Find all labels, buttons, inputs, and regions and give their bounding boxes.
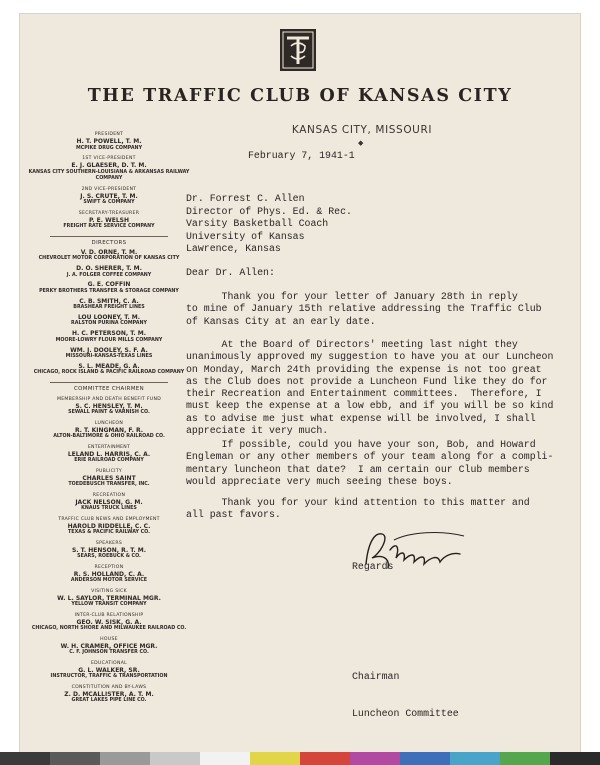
officer-company: MCPIKE DRUG COMPANY (75, 145, 143, 151)
handwritten-signature (360, 524, 470, 584)
letter-date: February 7, 1941-1 (248, 150, 355, 161)
address-line: Varsity Basketball Coach (186, 218, 329, 229)
closing-regards: Regards (352, 560, 394, 572)
committee-company: C. F. JOHNSON TRANSFER CO. (69, 650, 149, 656)
officers-list (28, 131, 190, 231)
closing-spacer (352, 634, 459, 646)
committee-company: SEWALL PAINT & VARNISH CO. (68, 410, 150, 416)
body-paragraph: Thank you for your letter of January 28th in reply to mine of January 15th relative addressing the Traffic of Kansas City at an early date. (186, 291, 518, 327)
closing-spacer (352, 597, 459, 609)
director-company: PERKY BROTHERS TRANSFER & STORAGE COMPANY (39, 288, 179, 294)
committee-company: ERIE RAILROAD COMPANY (74, 458, 144, 464)
committee-company: CHICAGO, NORTH SHORE AND MILWAUKEE RAILROAD CO. (31, 626, 187, 632)
closing-title: Chairman (352, 671, 400, 683)
swatch (550, 752, 600, 765)
committee-company: SEARS, ROEBUCK & CO. (77, 554, 141, 560)
director-company: CHICAGO, ROCK ISLAND & PACIFIC RAILROAD COMPANY (33, 370, 185, 376)
officer-company: SWIFT & COMPANY (83, 200, 135, 205)
swatch (350, 752, 400, 765)
committee-chairman: R. T. KINGMAN, F. R. (74, 426, 144, 434)
body-paragraph: At the Board of Directors' meeting last night they unanimously approved my suggestion to have you at our on Monday, March 24th providing the expense is not too as the Club does not provide a Luncheon Fund like they their Recreation and Entertainment committees. Therefore, must keep the expense at a low ebb, and if you will be as to advise me just what expense will be involved, I appreciate it very much. (186, 339, 530, 437)
swatch (150, 752, 200, 765)
director-company: MISSOURI-KANSAS-TEXAS LINES (65, 354, 153, 360)
committee-chairman: HAROLD RIDDELLE, C. C. (67, 522, 151, 530)
director-name: LOU LOONEY, T. M. (77, 313, 141, 321)
address-line: Lawrence, Kansas (186, 243, 281, 254)
letterhead-city: KANSAS CITY, MISSOURI (291, 124, 433, 136)
director-name: G. E. COFFIN (87, 281, 131, 289)
committee-heading: COMMITTEE CHAIRMEN (73, 385, 145, 392)
committees-list (28, 396, 190, 705)
committee-chairman: GEO. W. SISK, G. A. (76, 618, 142, 626)
committee-chairman: G. L. WALKER, SR. (78, 666, 140, 674)
director-company: BRASHEAR FREIGHT LINES (73, 305, 145, 311)
director-company: RALSTON PURINA COMPANY (71, 321, 147, 327)
committee-chairman: LELAND L. HARRIS, C. A. (67, 450, 151, 458)
address-line: Director of Phys. Ed. & Rec. (186, 205, 352, 217)
officers-sidebar (28, 128, 190, 705)
swatch (250, 752, 300, 765)
address-line: University of Kansas (186, 230, 305, 242)
officer-title: SECRETARY-TREASURER (78, 210, 140, 216)
director-name: C. B. SMITH, C. A. (79, 297, 139, 305)
club-monogram-logo (279, 28, 317, 72)
committee-chairman: JACK NELSON, G. M. (75, 498, 143, 506)
committee-company: GREAT LAKES PIPE LINE CO. (71, 698, 147, 704)
committee-title: RECEPTION (94, 564, 124, 570)
swatch (450, 752, 500, 765)
committee-title: EDUCATIONAL (90, 660, 127, 666)
swatch (50, 752, 100, 765)
committee-chairman: S. C. HENSLEY, T. M. (75, 402, 143, 410)
officer-title: 2ND VICE-PRESIDENT (81, 186, 137, 192)
diamond-ornament-icon: ◆ (358, 139, 364, 147)
committee-title: PUBLICITY (95, 468, 123, 474)
committee-title: VISITING SICK (91, 588, 127, 594)
director-name: D. O. SHERER, T. M. (76, 265, 142, 273)
divider (50, 382, 168, 383)
director-name: S. L. MEADE, G. A. (78, 362, 140, 370)
director-company: CHEVROLET MOTOR CORPORATION OF KANSAS CITY (38, 256, 180, 262)
committee-title: LUNCHEON (94, 420, 124, 426)
committee-chairman: W. H. CRAMER, OFFICE MGR. (60, 642, 158, 650)
committee-company: TOEDEBUSCH TRANSFER, INC. (68, 482, 150, 488)
officer-company: FREIGHT RATE SERVICE COMPANY (63, 224, 155, 229)
officer-name: E. J. GLAESER, D. T. M. (71, 162, 147, 169)
committee-title: INTER-CLUB RELATIONSHIP (74, 612, 144, 618)
officer-title: PRESIDENT (94, 132, 124, 137)
committee-company: ANDERSON MOTOR SERVICE (70, 578, 148, 584)
director-company: J. A. FOLGER COFFEE COMPANY (66, 272, 152, 278)
director-name: WM. J. DOOLEY, S. F. A. (70, 346, 148, 354)
committee-title: RECREATION (92, 492, 126, 498)
swatch (200, 752, 250, 765)
director-name: V. D. ORNE, T. M. (80, 248, 138, 256)
committee-company: KNAUS TRUCK LINES (81, 506, 137, 512)
officer-name: P. E. WELSH (88, 216, 129, 224)
swatch (500, 752, 550, 765)
committee-company: YELLOW TRANSIT COMPANY (71, 602, 147, 608)
directors-heading: DIRECTORS (91, 239, 127, 246)
divider (50, 236, 168, 237)
officer-company: KANSAS CITY SOUTHERN-LOUISIANA & ARKANSAS RAILWAY COMPANY (28, 169, 190, 181)
salutation: Dear Dr. Allen: (186, 267, 275, 278)
recipient-address (186, 193, 352, 256)
swatch (300, 752, 350, 765)
officer-name: J. S. CRUTE, T. M. (80, 192, 138, 200)
director-name: H. C. PETERSON, T. M. (71, 330, 147, 338)
committee-chairman: Z. D. MCALLISTER, A. T. M. (64, 690, 154, 698)
swatch (0, 752, 50, 765)
committee-chairman: S. T. HENSON, R. T. M. (71, 546, 147, 554)
committee-company: INSTRUCTOR, TRAFFIC & TRANSPORTATION (50, 674, 168, 680)
director-company: MOORE-LOWRY FLOUR MILLS COMPANY (55, 337, 163, 343)
officer-name: H. T. POWELL, T. M. (76, 138, 142, 145)
color-calibration-bar (0, 752, 600, 765)
body-paragraph: If possible, could you have your son, Bob, and Engleman or any other members of your team along for a mentary luncheon that date? I am certain our Club members would appreciate very much seeing these boys. (186, 439, 530, 487)
committee-title: MEMBERSHIP AND DEATH BENEFIT FUND (56, 396, 162, 402)
committee-chairman: R. S. HOLLAND, C. A. (73, 570, 145, 578)
swatch (400, 752, 450, 765)
committee-title: ENTERTAINMENT (87, 444, 131, 450)
committee-title: TRAFFIC CLUB NEWS AND EMPLOYMENT (58, 516, 160, 522)
committee-company: TEXAS & PACIFIC RAILWAY CO. (68, 530, 150, 536)
committee-company: ALTON-BALTIMORE & OHIO RAILROAD CO. (53, 434, 165, 440)
address-line: Dr. Forrest C. Allen (186, 193, 305, 204)
officer-title: 1ST VICE-PRESIDENT (82, 156, 136, 161)
directors-list (28, 249, 190, 377)
committee-chairman: CHARLES SAINT (82, 474, 136, 482)
body-paragraph: Thank you for your kind attention to this matter all past favors. (186, 497, 507, 521)
committee-title: HOUSE (100, 636, 118, 642)
committee-title: CONSTITUTION AND BY-LAWS (71, 684, 147, 690)
closing-committee: Luncheon Committee (352, 708, 459, 720)
committee-title: SPEAKERS (95, 540, 123, 546)
committee-chairman: W. L. SAYLOR, TERMINAL MGR. (57, 594, 161, 602)
letterhead-title: THE TRAFFIC CLUB OF KANSAS CITY (87, 86, 513, 106)
swatch (100, 752, 150, 765)
